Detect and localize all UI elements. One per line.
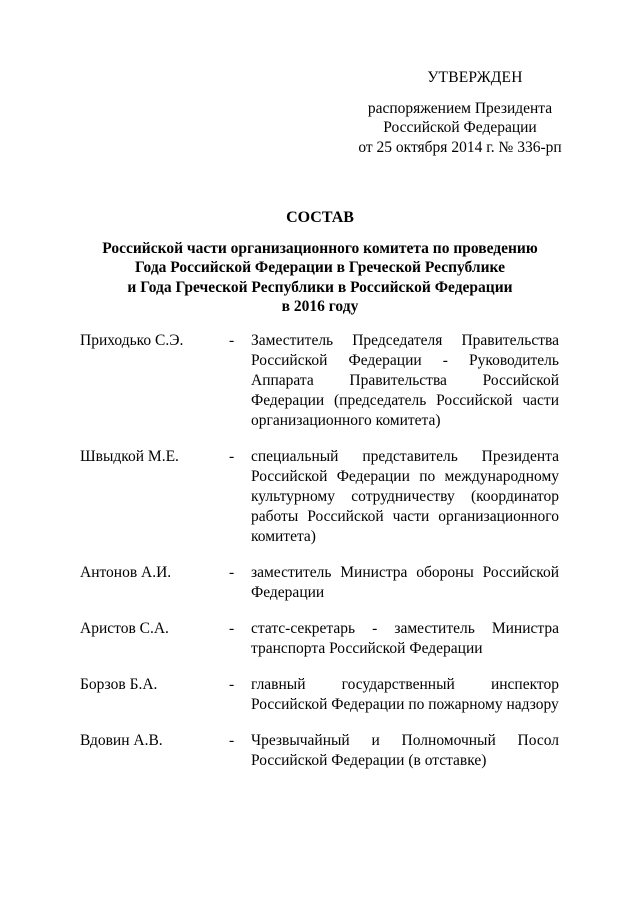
subtitle-line-4: в 2016 году [281, 298, 359, 315]
approval-stamp: УТВЕРЖДЕН [427, 69, 523, 86]
member-role: специальный представитель Президента Российской Федерации по международному культурному сотрудничеству (координатор работы Российской части организационного комитета) [251, 448, 559, 545]
subtitle-line-2: Года Российской Федерации в Греческой Республике [135, 259, 505, 276]
approval-line-1: распоряжением Президента [367, 99, 553, 117]
member-dash: - [229, 620, 235, 637]
member-row [0, 731, 640, 771]
title-block [60, 208, 580, 317]
member-dash: - [229, 448, 235, 465]
member-name: Швыдкой М.Е. [80, 448, 179, 465]
document-title: СОСТАВ [286, 209, 354, 226]
subtitle-line-3: и Года Греческой Республики в Российской Федерации [127, 278, 513, 296]
members-list [0, 331, 640, 787]
member-row [0, 447, 640, 547]
member-role: Чрезвычайный и Полномочный Посол Российской Федерации (в отставке) [251, 732, 559, 769]
member-name: Приходько С.Э. [80, 332, 184, 349]
member-row [0, 563, 640, 603]
approval-block [330, 68, 590, 157]
member-row [0, 619, 640, 659]
subtitle-line-1: Российской части организационного комитета по проведению [102, 239, 538, 257]
member-role: статс-секретарь - заместитель Министра транспорта Российской Федерации [251, 620, 559, 657]
member-name: Борзов Б.А. [80, 676, 158, 693]
member-row [0, 331, 640, 431]
approval-line-3: от 25 октября 2014 г. № 336-рп [358, 138, 562, 156]
member-dash: - [229, 732, 235, 749]
member-name: Вдовин А.В. [80, 732, 163, 749]
member-name: Аристов С.А. [80, 620, 169, 637]
member-dash: - [229, 564, 235, 581]
approval-line-2: Российской Федерации [383, 119, 537, 136]
member-dash: - [229, 332, 235, 349]
member-dash: - [229, 676, 235, 693]
member-name: Антонов А.И. [80, 564, 172, 581]
member-row [0, 675, 640, 715]
member-role: главный государственный инспектор Российской Федерации по пожарному надзору [251, 676, 559, 713]
member-role: заместитель Министра обороны Российской Федерации [251, 564, 559, 601]
member-role: Заместитель Председателя Правительства Российской Федерации - Руководитель Аппарата Правительства Российской Федерации (председатель Российской части организационного комитета) [251, 332, 559, 429]
